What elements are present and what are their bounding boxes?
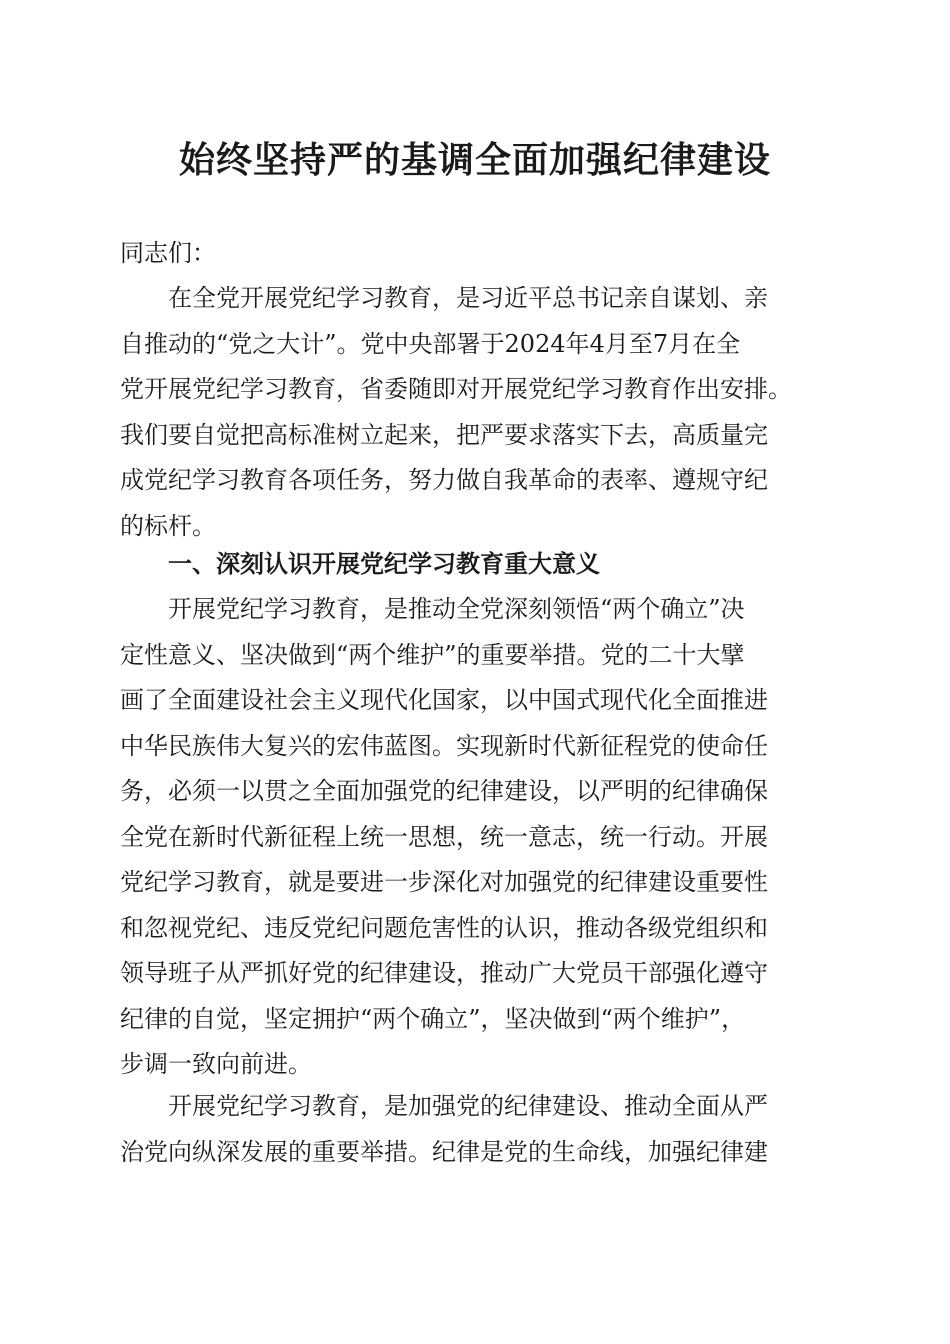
- paragraph-line: 全党在新时代新征程上统一思想，统一意志，统一行动。开展: [120, 822, 768, 851]
- paragraph-line: 开展党纪学习教育，是加强党的纪律建设、推动全面从严: [168, 1092, 768, 1120]
- paragraph-line: 党开展党纪学习教育，省委随即对开展党纪学习教育作出安排。: [120, 375, 792, 403]
- paragraph-line: 我们要自觉把高标准树立起来，把严要求落实下去，高质量完: [120, 420, 768, 449]
- paragraph-line: 画了全面建设社会主义现代化国家，以中国式现代化全面推进: [120, 686, 768, 714]
- paragraph-line: 在全党开展党纪学习教育，是习近平总书记亲自谋划、亲: [168, 284, 768, 312]
- document-title: 始终坚持严的基调全面加强纪律建设: [178, 139, 771, 181]
- paragraph-line: 的标杆。: [120, 511, 216, 540]
- paragraph-line: 党纪学习教育，就是要进一步深化对加强党的纪律建设重要性: [120, 868, 768, 896]
- paragraph-line: 自推动的“党之大计”。党中央部署于2024年4月至7月在全: [120, 329, 741, 358]
- paragraph-2: [120, 587, 832, 1088]
- paragraph-line: 纪律的自觉，坚定拥护“两个确立”，坚决做到“两个维护”，: [120, 1004, 746, 1033]
- paragraph-line: 和忽视党纪、违反党纪问题危害性的认识，推动各级党组织和: [120, 913, 768, 942]
- section-heading-1: [120, 542, 832, 588]
- paragraph-line: 务，必须一以贯之全面加强党的纪律建设，以严明的纪律确保: [120, 777, 768, 805]
- paragraph-line: 领导班子从严抓好党的纪律建设，推动广大党员干部强化遵守: [120, 959, 768, 987]
- section-heading-text: 一、深刻认识开展党纪学习教育重大意义: [168, 550, 600, 578]
- paragraph-line: 治党向纵深发展的重要举措。纪律是党的生命线，加强纪律建: [120, 1137, 768, 1166]
- paragraph-line: 步调一致向前进。: [120, 1050, 312, 1078]
- paragraph-line: 成党纪学习教育各项任务，努力做自我革命的表率、遵规守纪: [120, 466, 768, 494]
- paragraph-line: 定性意义、坚决做到“两个维护”的重要举措。党的二十大擘: [120, 640, 745, 669]
- paragraph-line: 开展党纪学习教育，是推动全党深刻领悟“两个确立”决: [168, 595, 745, 623]
- paragraph-1: [120, 276, 832, 549]
- salutation: 同志们：: [120, 239, 216, 267]
- paragraph-line: 中华民族伟大复兴的宏伟蓝图。实现新时代新征程党的使命任: [120, 731, 768, 760]
- paragraph-3: [120, 1084, 832, 1175]
